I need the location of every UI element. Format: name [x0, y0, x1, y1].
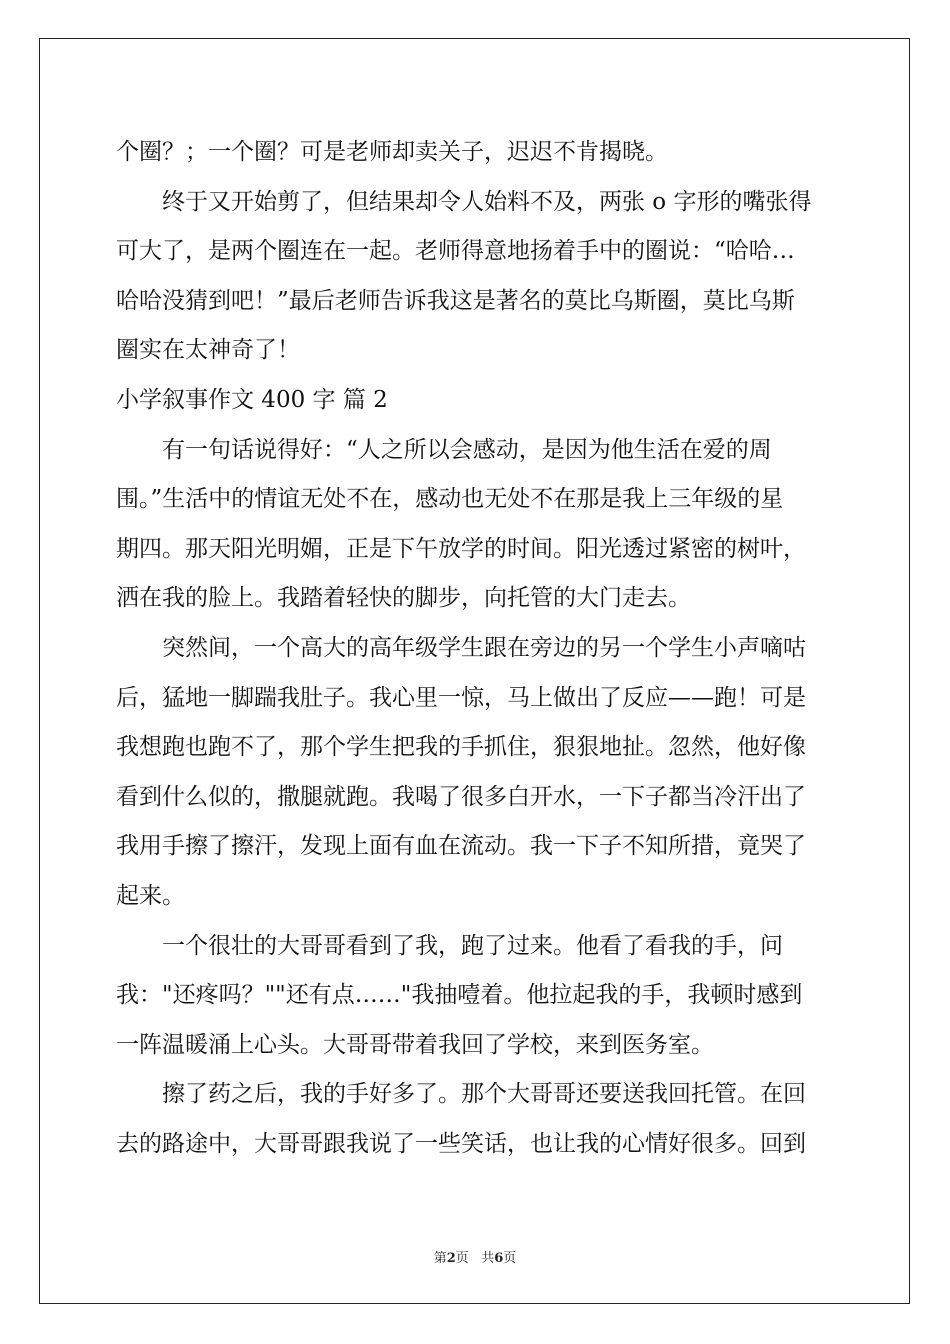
- text-line: 洒在我的脸上。我踏着轻快的脚步，向托管的大门走去。: [116, 585, 691, 612]
- text-line: 去的路途中，大哥哥跟我说了一些笑话，也让我的心情好很多。回到: [116, 1130, 806, 1157]
- text-line: 个圈？；一个圈？可是老师却卖关子，迟迟不肯揭晓。: [116, 139, 668, 165]
- text-line: 可大了，是两个圈连在一起。老师得意地扬着手中的圈说：“哈哈…: [116, 238, 795, 265]
- page-number: 2: [446, 1251, 456, 1266]
- section-heading: 小学叙事作文 400 字 篇 2: [116, 386, 388, 413]
- page-suffix: 页: [455, 1251, 469, 1266]
- document-body: [116, 128, 836, 1169]
- text-line: 一阵温暖涌上心头。大哥哥带着我回了学校，来到医务室。: [116, 1031, 714, 1058]
- text-line: 我："还疼吗？""还有点……"我抽噎着。他拉起我的手，我顿时感到: [116, 982, 803, 1009]
- text-line: 圈实在太神奇了！: [116, 337, 300, 364]
- total-pages: 6: [494, 1251, 504, 1266]
- text-line: 哈哈没猜到吧！”最后老师告诉我这是著名的莫比乌斯圈，莫比乌斯: [116, 287, 795, 314]
- total-suffix: 页: [503, 1251, 517, 1266]
- text-line: 起来。: [116, 882, 185, 909]
- text-line: 我用手擦了擦汗，发现上面有血在流动。我一下子不知所措，竟哭了: [116, 833, 806, 860]
- text-line: 擦了药之后，我的手好多了。那个大哥哥还要送我回托管。在回: [116, 1081, 806, 1108]
- text-line: 看到什么似的，撒腿就跑。我喝了很多白开水，一下子都当冷汗出了: [116, 783, 806, 810]
- text-line: 一个很壮的大哥哥看到了我，跑了过来。他看了看我的手，问: [116, 932, 783, 959]
- page-footer: [0, 1247, 950, 1266]
- text-line: 我想跑也跑不了，那个学生把我的手抓住，狠狠地扯。忽然，他好像: [116, 734, 806, 761]
- text-line: 围。”生活中的情谊无处不在，感动也无处不在那是我上三年级的星: [116, 486, 784, 513]
- text-line: 突然间，一个高大的高年级学生跟在旁边的另一个学生小声嘀咕: [116, 634, 806, 661]
- total-prefix: 共: [481, 1251, 495, 1266]
- text-line: 期四。那天阳光明媚，正是下午放学的时间。阳光透过紧密的树叶，: [116, 535, 806, 562]
- page-prefix: 第: [433, 1251, 447, 1266]
- text-line: 有一句话说得好：“人之所以会感动，是因为他生活在爱的周: [116, 436, 772, 463]
- text-line: 后，猛地一脚踹我肚子。我心里一惊，马上做出了反应——跑！可是: [116, 684, 806, 711]
- text-line: 终于又开始剪了，但结果却令人始料不及，两张 o 字形的嘴张得: [116, 188, 812, 215]
